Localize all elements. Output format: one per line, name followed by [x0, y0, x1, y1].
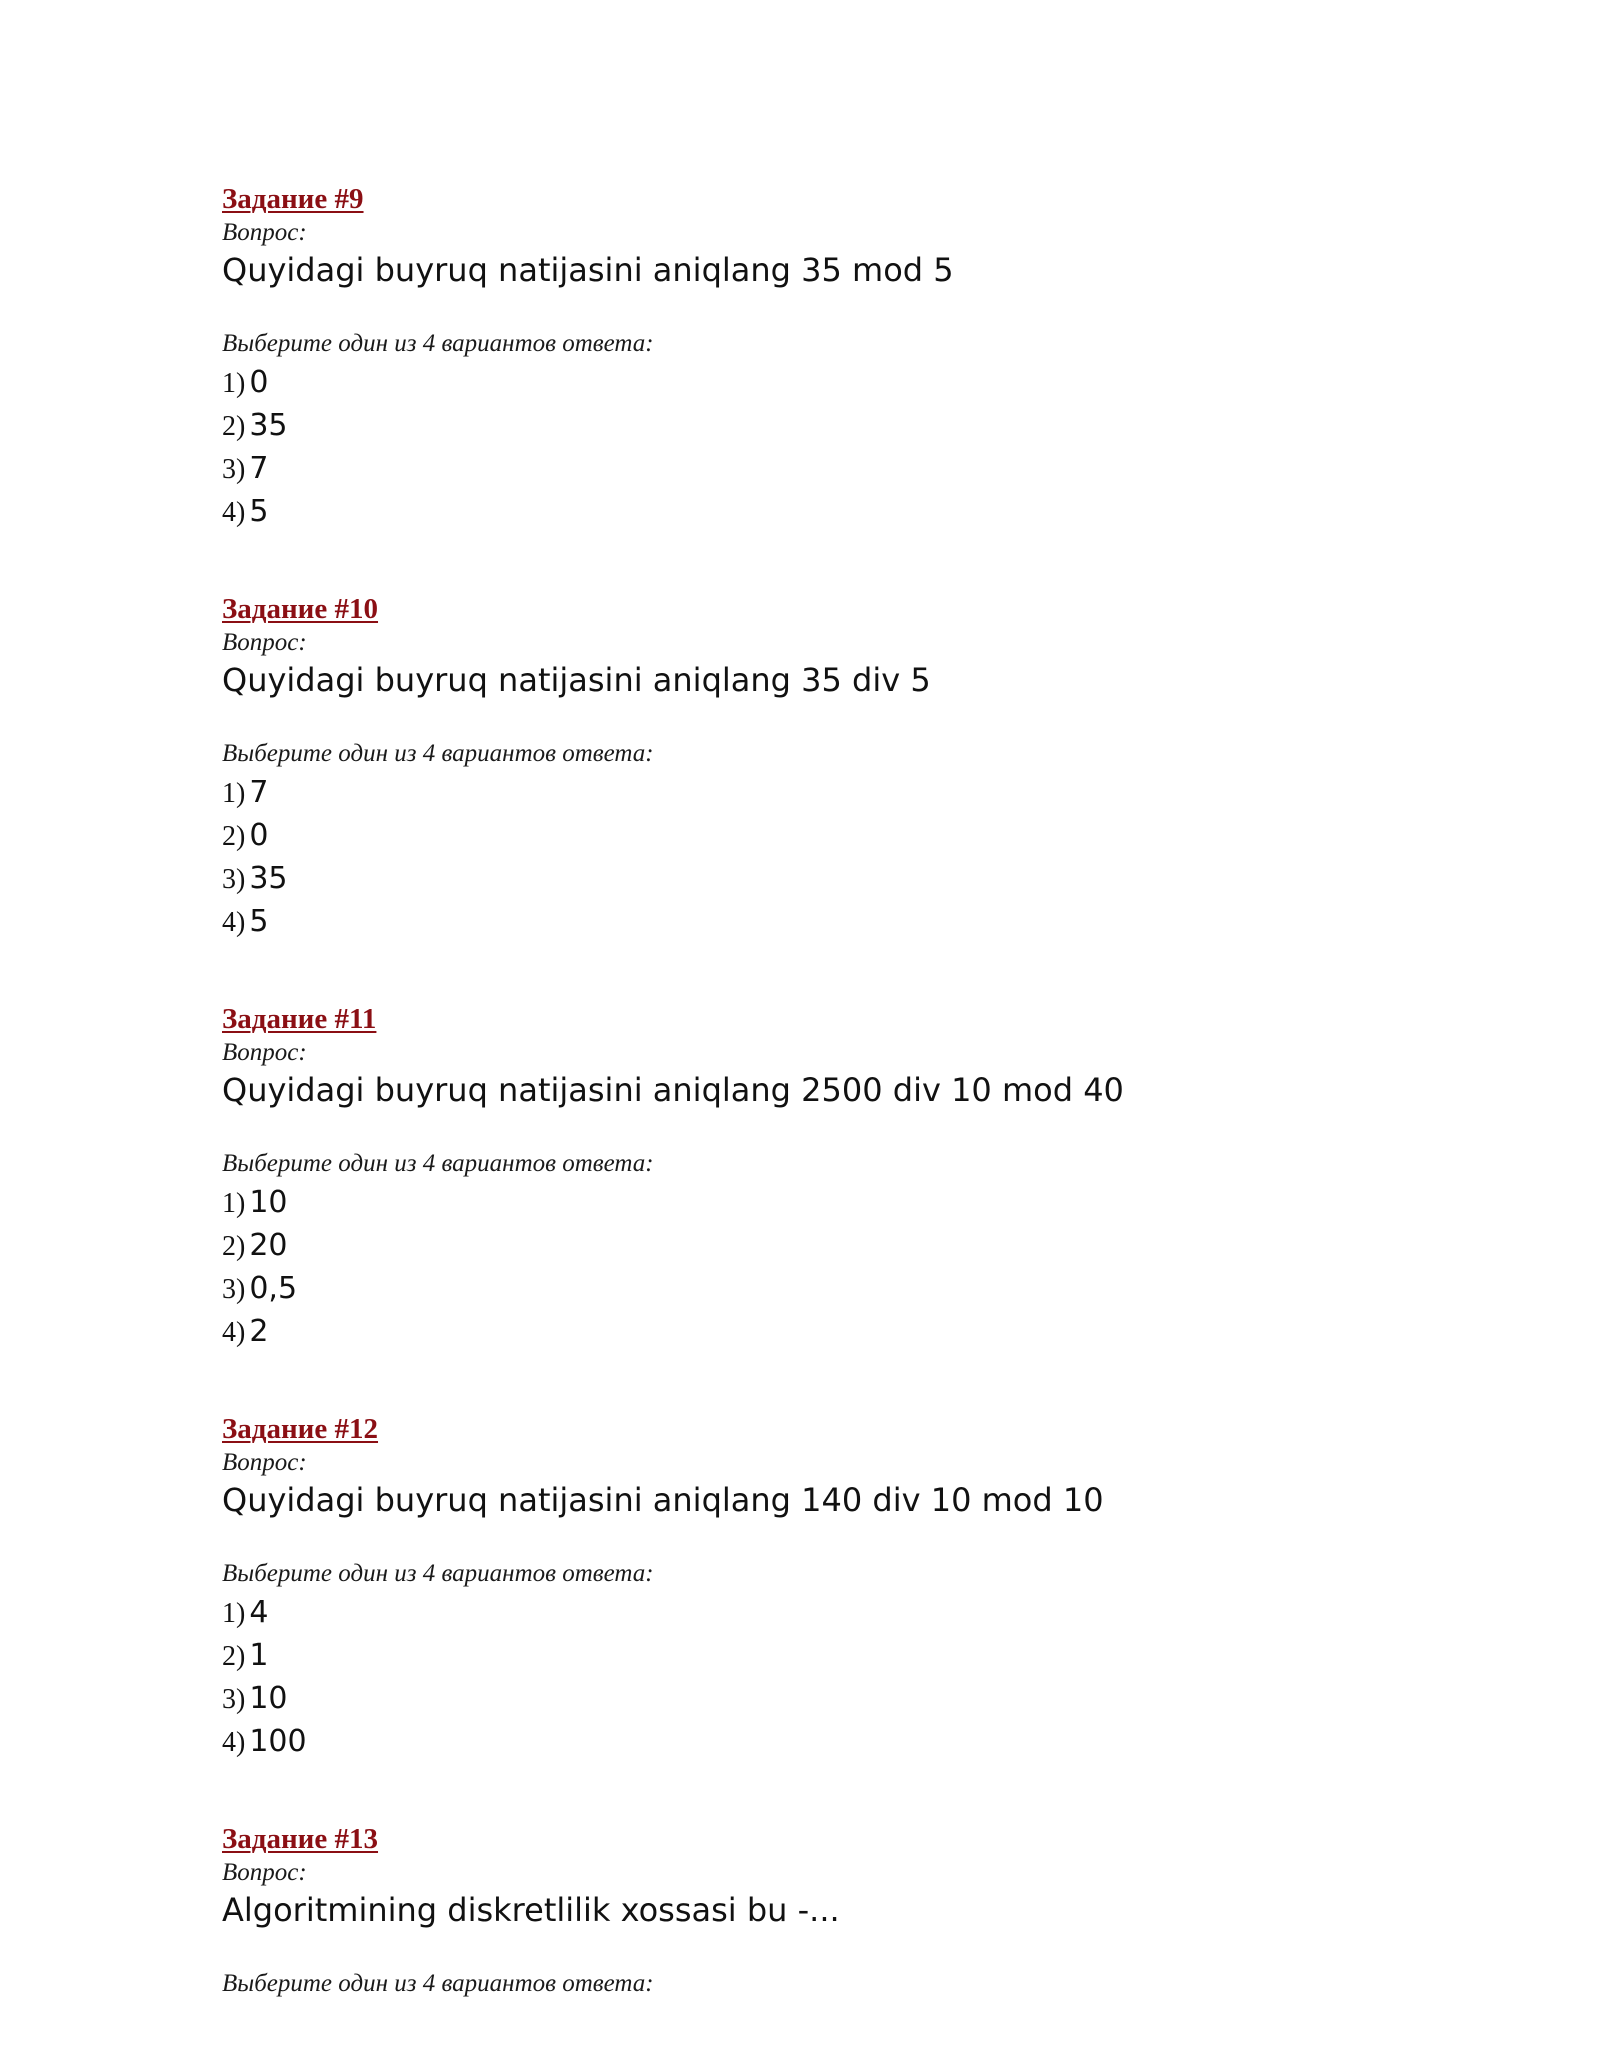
option-value: 5 [249, 904, 269, 939]
choose-label: Выберите один из 4 вариантов ответа: [222, 1560, 654, 1587]
option-number: 3) [222, 1274, 246, 1305]
option-number: 2) [222, 1641, 246, 1672]
question-text: Quyidagi buyruq natijasini aniqlang 35 mod 5 [222, 251, 954, 289]
answer-option [222, 490, 1422, 533]
choose-label: Выберите один из 4 вариантов ответа: [222, 1970, 654, 1997]
option-value: 20 [249, 1228, 288, 1263]
answer-option [222, 1267, 1422, 1310]
option-number: 4) [222, 1317, 246, 1348]
option-number: 4) [222, 907, 246, 938]
answer-option [222, 771, 1422, 814]
task-13 [222, 1820, 1422, 2001]
task-12 [222, 1410, 1422, 1763]
task-title: Задание #12 [222, 1413, 379, 1445]
choose-label: Выберите один из 4 вариантов ответа: [222, 330, 654, 357]
option-value: 5 [249, 494, 269, 529]
option-number: 2) [222, 411, 246, 442]
option-value: 35 [249, 861, 288, 896]
option-number: 4) [222, 497, 246, 528]
option-number: 3) [222, 864, 246, 895]
question-label: Вопрос: [222, 219, 307, 246]
answer-option [222, 857, 1422, 900]
task-title: Задание #10 [222, 593, 379, 625]
option-value: 2 [249, 1314, 269, 1349]
option-number: 3) [222, 454, 246, 485]
option-value: 1 [249, 1638, 269, 1673]
question-text: Quyidagi buyruq natijasini aniqlang 35 div 5 [222, 661, 931, 699]
answer-option [222, 900, 1422, 943]
option-number: 4) [222, 1727, 246, 1758]
answer-option [222, 1677, 1422, 1720]
option-number: 2) [222, 821, 246, 852]
question-text: Quyidagi buyruq natijasini aniqlang 2500 div 10 mod 40 [222, 1071, 1124, 1109]
option-value: 35 [249, 408, 288, 443]
option-value: 10 [249, 1185, 288, 1220]
task-title: Задание #11 [222, 1003, 377, 1035]
option-number: 1) [222, 1188, 246, 1219]
option-value: 0,5 [249, 1271, 298, 1306]
option-value: 0 [249, 818, 269, 853]
task-9 [222, 180, 1422, 533]
question-label: Вопрос: [222, 629, 307, 656]
option-value: 10 [249, 1681, 288, 1716]
question-label: Вопрос: [222, 1859, 307, 1886]
answer-option [222, 447, 1422, 490]
task-10 [222, 590, 1422, 943]
question-label: Вопрос: [222, 1449, 307, 1476]
answer-option [222, 1181, 1422, 1224]
document-page [222, 180, 1422, 2058]
answer-options [222, 771, 1422, 943]
task-title: Задание #13 [222, 1823, 379, 1855]
option-value: 100 [249, 1724, 307, 1759]
answer-option [222, 1634, 1422, 1677]
task-title: Задание #9 [222, 183, 364, 215]
answer-option [222, 814, 1422, 857]
answer-option [222, 1591, 1422, 1634]
task-11 [222, 1000, 1422, 1353]
choose-label: Выберите один из 4 вариантов ответа: [222, 740, 654, 767]
answer-option [222, 1720, 1422, 1763]
answer-option [222, 1310, 1422, 1353]
answer-options [222, 1591, 1422, 1763]
question-text: Quyidagi buyruq natijasini aniqlang 140 div 10 mod 10 [222, 1481, 1104, 1519]
option-value: 7 [249, 775, 269, 810]
answer-options [222, 1181, 1422, 1353]
answer-options [222, 361, 1422, 533]
option-number: 1) [222, 368, 246, 399]
option-value: 7 [249, 451, 269, 486]
answer-option [222, 1224, 1422, 1267]
option-number: 1) [222, 778, 246, 809]
option-number: 2) [222, 1231, 246, 1262]
answer-option [222, 361, 1422, 404]
option-value: 4 [249, 1595, 269, 1630]
choose-label: Выберите один из 4 вариантов ответа: [222, 1150, 654, 1177]
question-text: Algoritmining diskretlilik xossasi bu -... [222, 1891, 840, 1929]
option-number: 3) [222, 1684, 246, 1715]
option-value: 0 [249, 365, 269, 400]
question-label: Вопрос: [222, 1039, 307, 1066]
answer-option [222, 404, 1422, 447]
option-number: 1) [222, 1598, 246, 1629]
